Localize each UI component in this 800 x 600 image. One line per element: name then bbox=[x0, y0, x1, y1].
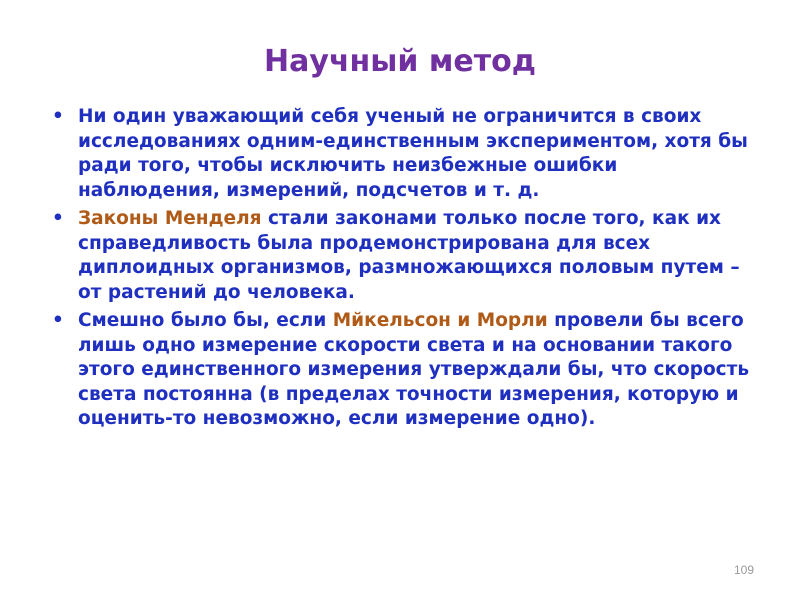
accent-text-michelson-morley: Мйкельсон и Морли bbox=[332, 310, 548, 331]
bullet-list bbox=[52, 105, 757, 436]
bullet-marker: • bbox=[52, 310, 64, 331]
bullet-item-scientific-experiments bbox=[52, 105, 757, 203]
bullet-text: стали законами только после того, как их справедливость была продемонстрирована для всех диплоидных организмов, размножающихся половым путем – от растений до человека. bbox=[78, 208, 740, 303]
bullet-marker: • bbox=[52, 208, 64, 229]
page-number: 109 bbox=[733, 563, 754, 577]
bullet-text-before: Смешно было бы, если bbox=[78, 310, 333, 331]
bullet-marker: • bbox=[52, 106, 64, 127]
bullet-text-after: провели бы всего лишь одно измерение скорости света и на основании такого этого единственного измерения утверждали бы, что скорость света постоянна (в пределах точности измерения, которую и оценить-то невозможно, если измерение одно). bbox=[78, 310, 750, 429]
accent-text-mendel: Законы Менделя bbox=[78, 208, 262, 229]
bullet-item-mendel-laws bbox=[52, 207, 757, 305]
bullet-text: Ни один уважающий себя ученый не ограничится в своих исследованиях одним-единственным экспериментом, хотя бы ради того, чтобы исключить неизбежные ошибки наблюдения, измерений, подсчетов и т. д. bbox=[78, 106, 748, 201]
bullet-item-michelson-morley bbox=[52, 309, 757, 432]
slide-title: Научный метод bbox=[264, 44, 536, 79]
